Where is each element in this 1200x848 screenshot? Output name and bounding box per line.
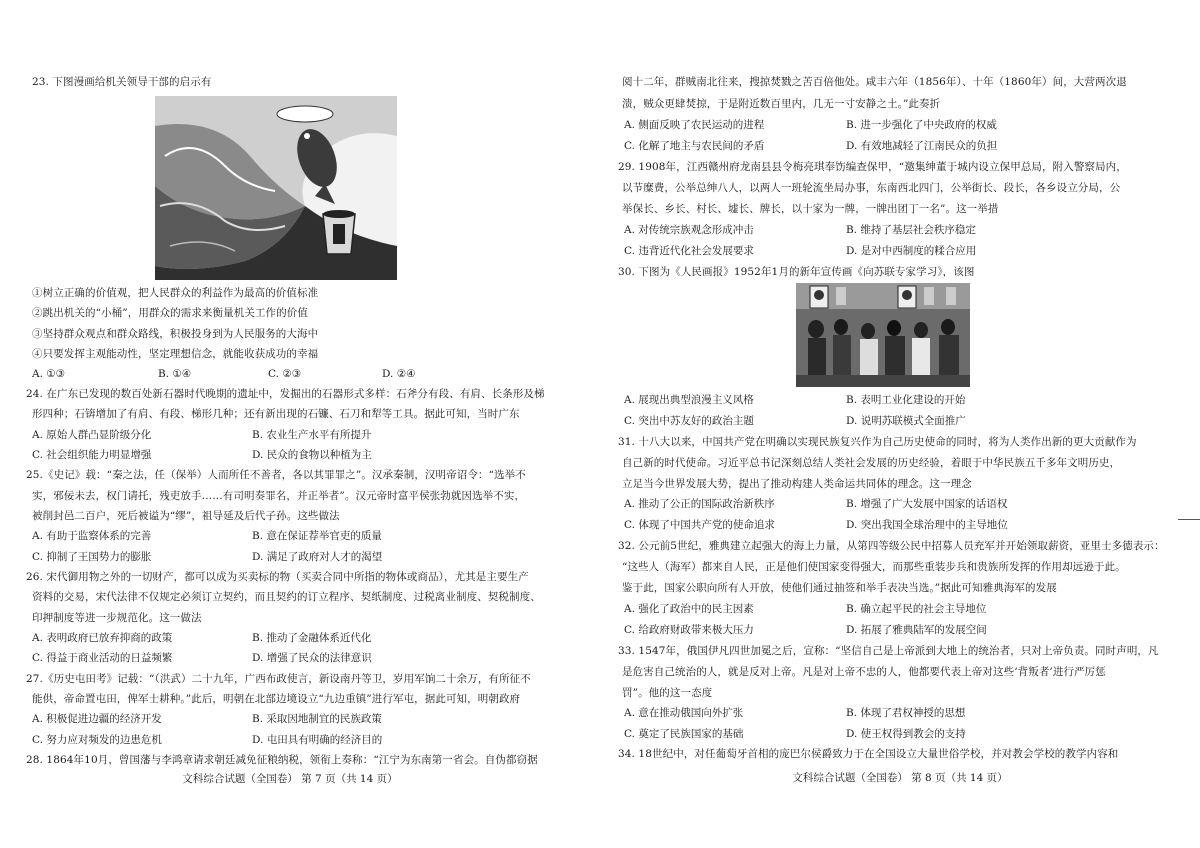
q23-option-a[interactable]: A. ①③ [32,368,66,380]
q33-stem-line-1: 33. 1547年，俄国伊凡四世加冕之后，宣称：“坚信自己是上帝派到大地上的统治者，只对上帝负责。同时声明，凡 [618,645,1159,657]
q33-option-a[interactable]: A. 意在推动俄国向外扩张 [624,707,744,719]
q32-option-d[interactable]: D. 拓展了雅典陆军的发展空间 [846,624,987,636]
q33-option-b[interactable]: B. 体现了君权神授的思想 [846,707,966,719]
q27-option-b[interactable]: B. 采取因地制宜的民族政策 [252,713,382,725]
cartoon-figure [155,96,397,280]
q32-stem-line-1: 32. 公元前5世纪，雅典建立起强大的海上力量，从第四等级公民中招募人员充军并开始领取薪资，亚里士多德表示： [618,540,1165,552]
q26-option-b[interactable]: B. 推动了金融体系近代化 [252,632,372,644]
q33-option-d[interactable]: D. 使王权得到教会的支持 [846,728,966,740]
q29-stem-line-1: 29. 1908年，江西赣州府龙南县县令梅亮琪奉饬编查保甲，“邀集绅董于城内设立保甲总局，附入警察局内， [618,161,1127,173]
q28-stem-start: 28. 1864年10月，曾国藩与李鸿章请求朝廷减免征粮纳税，领衔上奏称：“江宁为东南第一省会。自伪都窃据 [26,754,538,766]
q23-option-d[interactable]: D. ②④ [382,368,416,380]
q28-stem-line-3: 溃，贼众更肆焚掠，于是附近数百里内，几无一寸安静之土。”此奏折 [622,98,941,110]
q29-option-d[interactable]: D. 是对中西制度的糅合应用 [846,245,977,257]
q25-option-b[interactable]: B. 意在保证荐举官吏的质量 [252,530,382,542]
q26-option-c[interactable]: C. 得益于商业活动的日益频繁 [32,652,173,664]
q31-option-d[interactable]: D. 突出我国全球治理中的主导地位 [846,519,1008,531]
q32-stem-line-3: 鉴于此，国家公职向所有人开放，使他们通过抽签和举手表决当选。”据此可知雅典海军的发展 [622,582,1057,594]
q32-option-b[interactable]: B. 确立起平民的社会主导地位 [846,603,987,615]
q23-option-c[interactable]: C. ②③ [268,368,302,380]
q28-option-d[interactable]: D. 有效地减轻了江南民众的负担 [846,140,998,152]
q23-statement-4: ④只要发挥主观能动性，坚定理想信念，就能收获成功的幸福 [32,348,319,360]
q27-stem-line-1: 27.《历史屯田考》记载：“（洪武）二十九年，广西布政使言，新设南丹等卫，岁用军饷二十余万，有所征不 [26,673,531,685]
q29-stem-line-3: 举保长、乡长、村长、墟长、牌长，以十家为一牌，一牌出团丁一名”。这一举措 [622,203,999,215]
q32-option-c[interactable]: C. 给政府财政带来极大压力 [624,624,754,636]
q24-option-d[interactable]: D. 民众的食物以种植为主 [252,449,372,461]
q26-stem-line-2: 资料的交易，宋代法律不仅规定必须订立契约，而且契约的订立程序、契纸制度、过税离业制度、契税制度、 [32,591,541,603]
q28-stem-line-2: 阅十二年，群贼南北往来，搜掠焚戮之苦百倍他处。咸丰六年（1856年）、十年（1860年）间，大营两次退 [622,76,1127,88]
propaganda-photo [796,283,970,387]
q25-stem-line-2: 实，邪佞未去，权门请托，残吏放手……有司明奏罪名，并正举者”。汉元帝时富平侯张勃就因选举不实， [32,490,526,502]
q26-option-a[interactable]: A. 表明政府已放弃抑商的政策 [32,632,173,644]
q24-stem-line-2: 形四种；石锛增加了有肩、有段、梯形几种；还有新出现的石镰、石刀和犁等工具。据此可知，当时广东 [32,408,520,420]
q26-stem-line-3: 印押制度等进一步规范化。这一做法 [32,612,202,624]
q29-option-b[interactable]: B. 维持了基层社会秩序稳定 [846,224,976,236]
q25-option-c[interactable]: C. 抑制了王国势力的膨胀 [32,551,152,563]
q25-stem-line-3: 被削封邑二百户，死后被谥为“缪”，祖导延及后代子孙。这些做法 [32,510,340,522]
q29-stem-line-2: 以节糜费，公举总绅八人，以两人一班轮流坐局办事，东南西北四门，公举街长、段长，各乡设立分局，公 [622,182,1121,194]
q28-option-c[interactable]: C. 化解了地主与农民间的矛盾 [624,140,765,152]
q30-option-b[interactable]: B. 表明工业化建设的开始 [846,394,966,406]
q27-option-c[interactable]: C. 努力应对频发的边患危机 [32,734,162,746]
q31-option-a[interactable]: A. 推动了公正的国际政治新秩序 [624,498,775,510]
right-page [600,0,1200,848]
q25-option-a[interactable]: A. 有助于监察体系的完善 [32,530,152,542]
page-footer-8: 文科综合试题（全国卷） 第 8 页（共 14 页） [792,772,1008,784]
q28-option-a[interactable]: A. 侧面反映了农民运动的进程 [624,119,765,131]
q23-option-b[interactable]: B. ①④ [158,368,192,380]
page-footer-7: 文科综合试题（全国卷） 第 7 页（共 14 页） [182,773,398,785]
photo-illustration [796,283,970,387]
q24-option-b[interactable]: B. 农业生产水平有所提升 [252,429,372,441]
q30-option-c[interactable]: C. 突出中苏友好的政治主题 [624,415,754,427]
q33-option-c[interactable]: C. 奠定了民族国家的基础 [624,728,744,740]
q31-option-b[interactable]: B. 增强了广大发展中国家的话语权 [846,498,1008,510]
scan-edge-mark [1178,519,1200,520]
q31-stem-line-1: 31. 十八大以来，中国共产党在明确以实现民族复兴作为自己历史使命的同时，将为人类作出新的更大贡献作为 [618,436,1137,448]
q25-stem-line-1: 25.《史记》载：“秦之法，任（保举）人而所任不善者，各以其罪罪之”。汉承秦制，汉明帝诏令：“选举不 [26,469,526,481]
q23-statement-3: ③坚持群众观点和群众路线，积极投身到为人民服务的大海中 [32,328,319,340]
q30-option-d[interactable]: D. 说明苏联模式全面推广 [846,415,966,427]
q30-option-a[interactable]: A. 展现出典型浪漫主义风格 [624,394,754,406]
q31-stem-line-2: 自己新的时代使命。习近平总书记深刻总结人类社会发展的历史经验，着眼于中华民族五千多年文明历史， [622,457,1121,469]
q33-stem-line-2: 是危害自己统治的人，就是反对上帝。凡是对上帝不忠的人，他都要代表上帝对这些‘背叛者’进行严厉惩 [622,666,1106,678]
q29-option-a[interactable]: A. 对传统宗族观念形成冲击 [624,224,754,236]
q31-option-c[interactable]: C. 体现了中国共产党的使命追求 [624,519,775,531]
q24-option-a[interactable]: A. 原始人群凸显阶级分化 [32,429,152,441]
q32-stem-line-2: “这些人（海军）都来自人民，正是他们使国家变得强大，而那些重装步兵和贵族所发挥的作用却远逊于此。 [622,561,1126,573]
q33-stem-line-3: 罚”。他的这一态度 [622,687,713,699]
q26-stem-line-1: 26. 宋代御用物之外的一切财产，都可以成为买卖标的物（买卖合同中所指的物体或商品），尤其是主要生产 [26,571,529,583]
q27-stem-line-2: 能供，帝命置屯田，俾军士耕种。”此后，明朝在北部边境设立“九边重镇”进行军屯，据此可知，明朝政府 [32,693,521,705]
q34-stem-start: 34. 18世纪中，对任葡萄牙首相的庞巴尔侯爵致力于在全国设立大量世俗学校，并对教会学校的教学内容和 [618,748,1119,760]
q29-option-c[interactable]: C. 违背近代化社会发展要求 [624,245,754,257]
q24-option-c[interactable]: C. 社会组织能力明显增强 [32,449,152,461]
q30-stem: 30. 下图为《人民画报》1952年1月的新年宣传画《向苏联专家学习》，该图 [618,266,975,278]
cartoon-illustration [155,96,397,280]
q27-option-d[interactable]: D. 屯田具有明确的经济目的 [252,734,383,746]
q31-stem-line-3: 立足当今世界发展大势，提出了推动构建人类命运共同体的理念。这一理念 [622,478,972,490]
q32-option-a[interactable]: A. 强化了政治中的民主因素 [624,603,754,615]
q27-option-a[interactable]: A. 积极促进边疆的经济开发 [32,713,162,725]
q28-option-b[interactable]: B. 进一步强化了中央政府的权威 [846,119,997,131]
q23-stem: 23. 下图漫画给机关领导干部的启示有 [32,76,212,88]
q24-stem-line-1: 24. 在广东已发现的数百处新石器时代晚期的遗址中，发掘出的石器形式多样：石斧分有段、有肩、长条形及梯 [26,388,545,400]
q23-statement-2: ②跳出机关的“小桶”，用群众的需求来衡量机关工作的价值 [32,307,308,319]
q23-statement-1: ①树立正确的价值观，把人民群众的利益作为最高的价值标准 [32,287,319,299]
q26-option-d[interactable]: D. 增强了民众的法律意识 [252,652,372,664]
q25-option-d[interactable]: D. 满足了政府对人才的渴望 [252,551,383,563]
